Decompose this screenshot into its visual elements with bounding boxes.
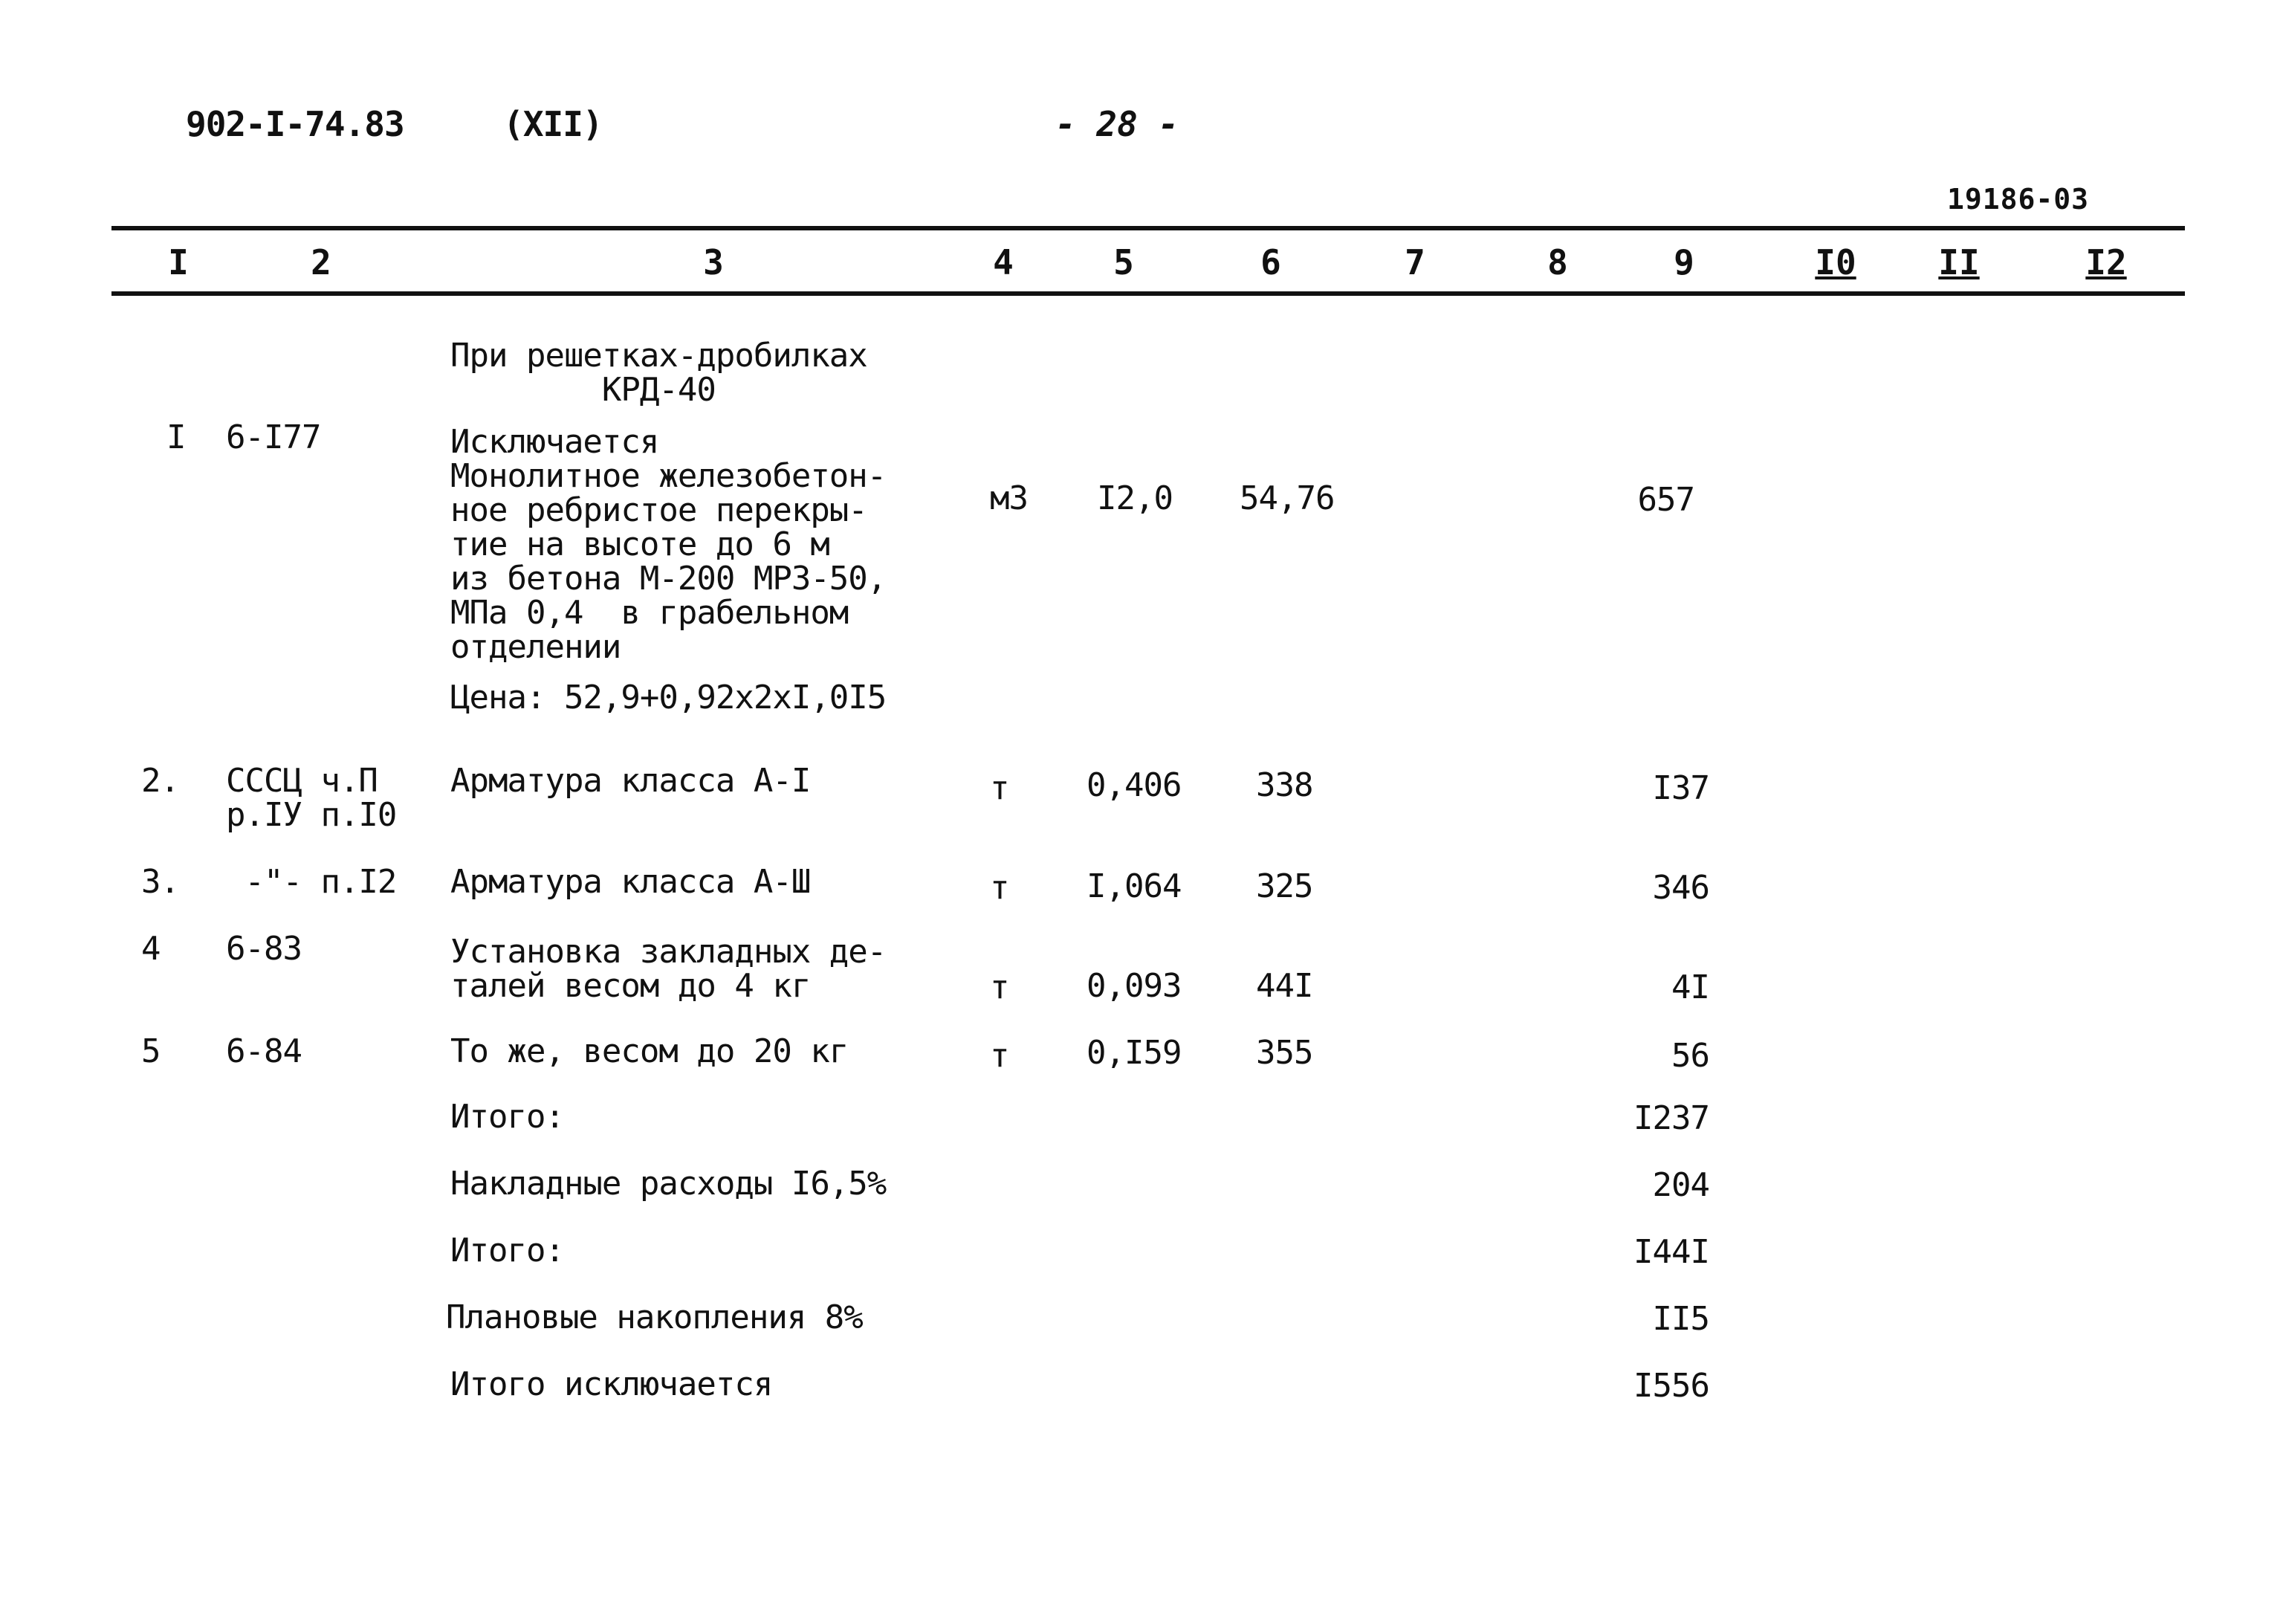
row-quantity: 0,I59 xyxy=(1087,1034,1182,1072)
row-quantity: I,064 xyxy=(1087,867,1182,905)
section-title-text: При решетках-дробилках КРД-40 xyxy=(450,337,867,409)
document-part: (XII) xyxy=(503,104,603,144)
row-number: 4 xyxy=(141,930,161,968)
row-unit: т xyxy=(990,869,1009,907)
row-description-text: Исключается Монолитное железобетон- ное ребристое перекры- тие на высоте до 6 м из бетона М-200 МРЗ-50, МПа 0,4 в грабельном отделении xyxy=(450,423,887,666)
summary-label: Итого: xyxy=(450,1232,564,1269)
row-unit: т xyxy=(990,769,1009,807)
summary-value: I44I xyxy=(1633,1233,1709,1271)
row-description: Арматура класса А-I xyxy=(450,762,811,800)
summary-label: Накладные расходы I6,5% xyxy=(450,1165,887,1203)
row-number: 5 xyxy=(141,1032,161,1070)
column-number: 3 xyxy=(703,242,724,282)
column-number: 5 xyxy=(1113,242,1134,282)
row-unit-price: 325 xyxy=(1256,867,1313,905)
summary-value: I237 xyxy=(1633,1099,1709,1137)
column-number: 2 xyxy=(311,242,331,282)
row-quantity: I2,0 xyxy=(1097,479,1173,517)
price-formula: Цена: 52,9+0,92х2хI,0I5 xyxy=(450,679,887,716)
row-total: 657 xyxy=(1637,481,1694,519)
summary-label: Итого исключается xyxy=(450,1365,773,1403)
row-total: 56 xyxy=(1671,1037,1709,1075)
summary-value: I556 xyxy=(1633,1367,1709,1405)
row-code: 6-83 xyxy=(226,930,302,968)
column-number: II xyxy=(1938,242,1980,282)
row-description: Установка закладных де- талей весом до 4 кг xyxy=(450,933,887,1005)
page-number: - 28 - xyxy=(1055,104,1179,144)
column-number: 9 xyxy=(1674,242,1694,282)
summary-value: II5 xyxy=(1652,1300,1709,1338)
row-unit: т xyxy=(990,968,1009,1006)
column-number: 7 xyxy=(1405,242,1425,282)
row-unit-price: 355 xyxy=(1256,1034,1313,1072)
archive-stamp: 19186-03 xyxy=(1947,183,2090,216)
document-code: 902-I-74.83 xyxy=(186,104,404,144)
summary-label: Итого: xyxy=(450,1098,564,1136)
row-total: 346 xyxy=(1652,869,1709,907)
row-quantity: 0,406 xyxy=(1087,766,1182,804)
row-number: I xyxy=(166,418,186,456)
row-unit-price: 44I xyxy=(1256,967,1313,1005)
column-number: I0 xyxy=(1815,242,1856,282)
column-number: 8 xyxy=(1547,242,1568,282)
row-description: Арматура класса А-Ш xyxy=(450,863,811,901)
column-number: I2 xyxy=(2085,242,2127,282)
row-code: 6-I77 xyxy=(226,418,321,456)
row-unit-price: 54,76 xyxy=(1240,479,1335,517)
row-description: То же, весом до 20 кг xyxy=(450,1032,849,1070)
column-number: 4 xyxy=(993,242,1014,282)
row-number: 3. xyxy=(141,863,179,901)
summary-label: Плановые накопления 8% xyxy=(446,1298,863,1336)
row-unit: т xyxy=(990,1037,1009,1075)
row-code: -"- п.I2 xyxy=(226,863,397,901)
section-title xyxy=(450,339,985,407)
row-code: СССЦ ч.П р.IУ п.I0 xyxy=(226,762,397,834)
row-total: 4I xyxy=(1671,968,1709,1006)
column-number: I xyxy=(168,242,189,282)
row-unit: м3 xyxy=(990,479,1028,517)
summary-value: 204 xyxy=(1652,1166,1709,1204)
row-unit-price: 338 xyxy=(1256,766,1313,804)
column-number: 6 xyxy=(1260,242,1281,282)
row-code: 6-84 xyxy=(226,1032,302,1070)
row-number: 2. xyxy=(141,762,179,800)
row-total: I37 xyxy=(1652,769,1709,807)
row-quantity: 0,093 xyxy=(1087,967,1182,1005)
row-description xyxy=(450,425,985,715)
